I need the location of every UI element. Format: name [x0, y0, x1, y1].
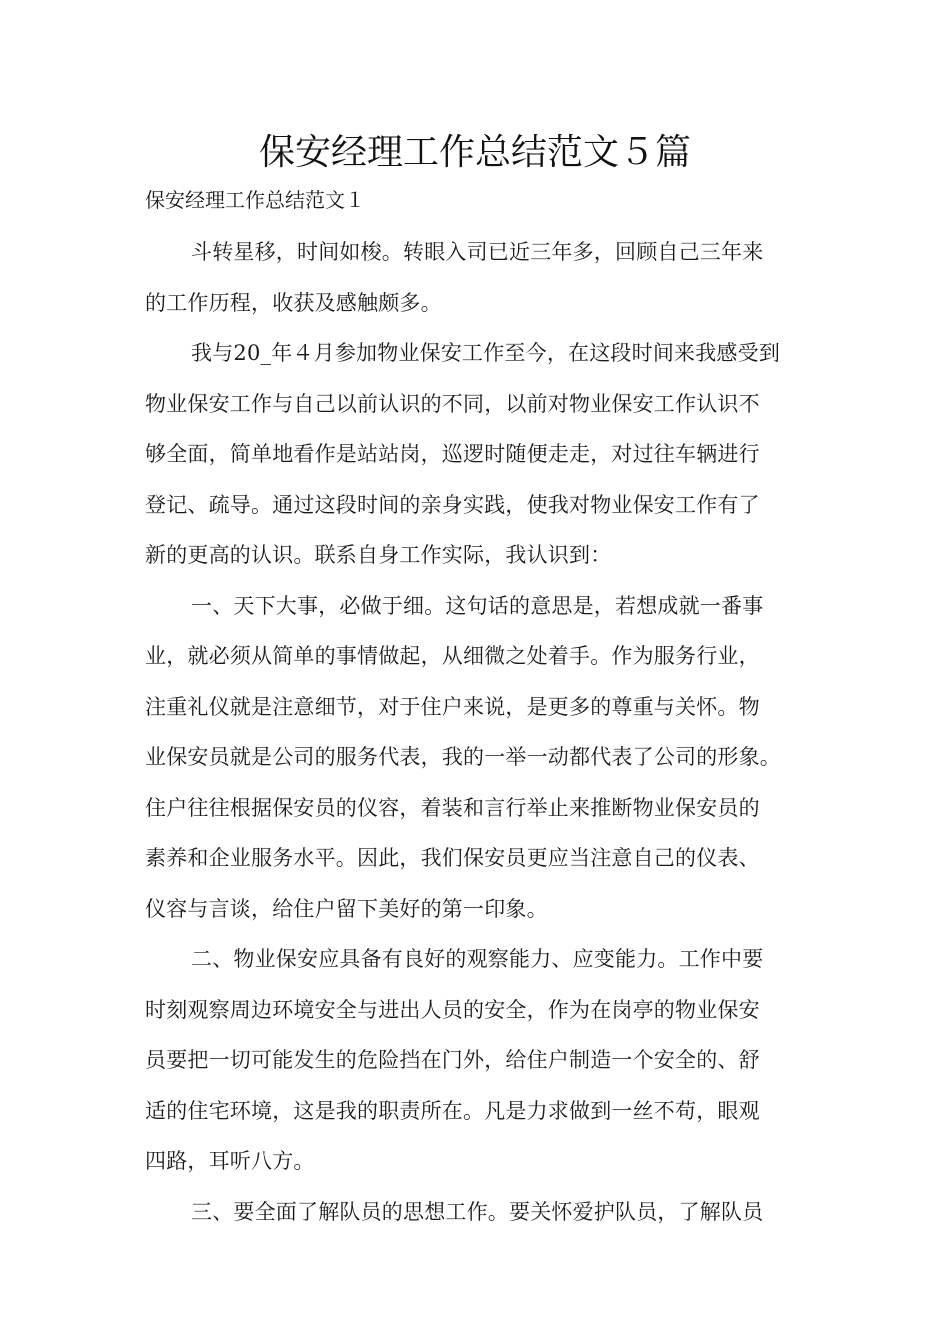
paragraph-line: 登记、疏导。通过这段时间的亲身实践，使我对物业保安工作有了 [145, 492, 760, 517]
document-title: 保安经理工作总结范文５篇 [258, 132, 691, 173]
paragraph-line: 住户往往根据保安员的仪容，着装和言行举止来推断物业保安员的 [145, 795, 760, 820]
paragraph-line: 够全面，简单地看作是站站岗，巡逻时随便走走，对过往车辆进行 [145, 442, 760, 466]
paragraph-line: 仪容与言谈，给住户留下美好的第一印象。 [145, 896, 548, 921]
paragraph-line: 员要把一切可能发生的危险挡在门外，给住户制造一个安全的、舒 [145, 1048, 760, 1072]
paragraph-4 [145, 934, 810, 1187]
paragraph-line: 二、物业保安应具备有良好的观察能力、应变能力。工作中要 [191, 947, 764, 971]
paragraph-line: 素养和企业服务水平。因此，我们保安员更应当注意自己的仪表、 [145, 846, 760, 870]
paragraph-line: 一、天下大事，必做于细。这句话的意思是，若想成就一番事 [191, 593, 764, 618]
paragraph-line: 注重礼仪就是注意细节，对于住户来说，是更多的尊重与关怀。物 [145, 694, 760, 719]
paragraph-line: 新的更高的认识。联系自身工作实际，我认识到： [145, 543, 612, 567]
paragraph-line: 我与20_年４月参加物业保安工作至今，在这段时间来我感受到 [191, 341, 781, 365]
paragraph-line: 斗转星移，时间如梭。转眼入司已近三年多，回顾自己三年来 [191, 240, 764, 264]
paragraph-3 [145, 581, 810, 935]
document-subtitle: 保安经理工作总结范文１ [145, 188, 365, 212]
paragraph-1 [145, 227, 810, 328]
paragraph-line: 的工作历程，收获及感触颇多。 [145, 290, 442, 315]
paragraph-line: 三、要全面了解队员的思想工作。要关怀爱护队员，了解队员 [191, 1199, 764, 1224]
paragraph-line: 物业保安工作与自己以前认识的不同，以前对物业保安工作认识不 [145, 391, 760, 416]
paragraph-2 [145, 328, 810, 581]
paragraph-line: 业，就必须从简单的事情做起，从细微之处着手。作为服务行业， [145, 644, 760, 668]
paragraph-line: 时刻观察周边环境安全与进出人员的安全，作为在岗亭的物业保安 [145, 997, 760, 1022]
paragraph-line: 四路，耳听八方。 [145, 1149, 315, 1173]
paragraph-5 [145, 1187, 810, 1238]
document-body [145, 227, 810, 1237]
paragraph-line: 适的住宅环境，这是我的职责所在。凡是力求做到一丝不苟，眼观 [145, 1098, 760, 1123]
paragraph-line: 业保安员就是公司的服务代表，我的一举一动都代表了公司的形象。 [145, 745, 781, 769]
